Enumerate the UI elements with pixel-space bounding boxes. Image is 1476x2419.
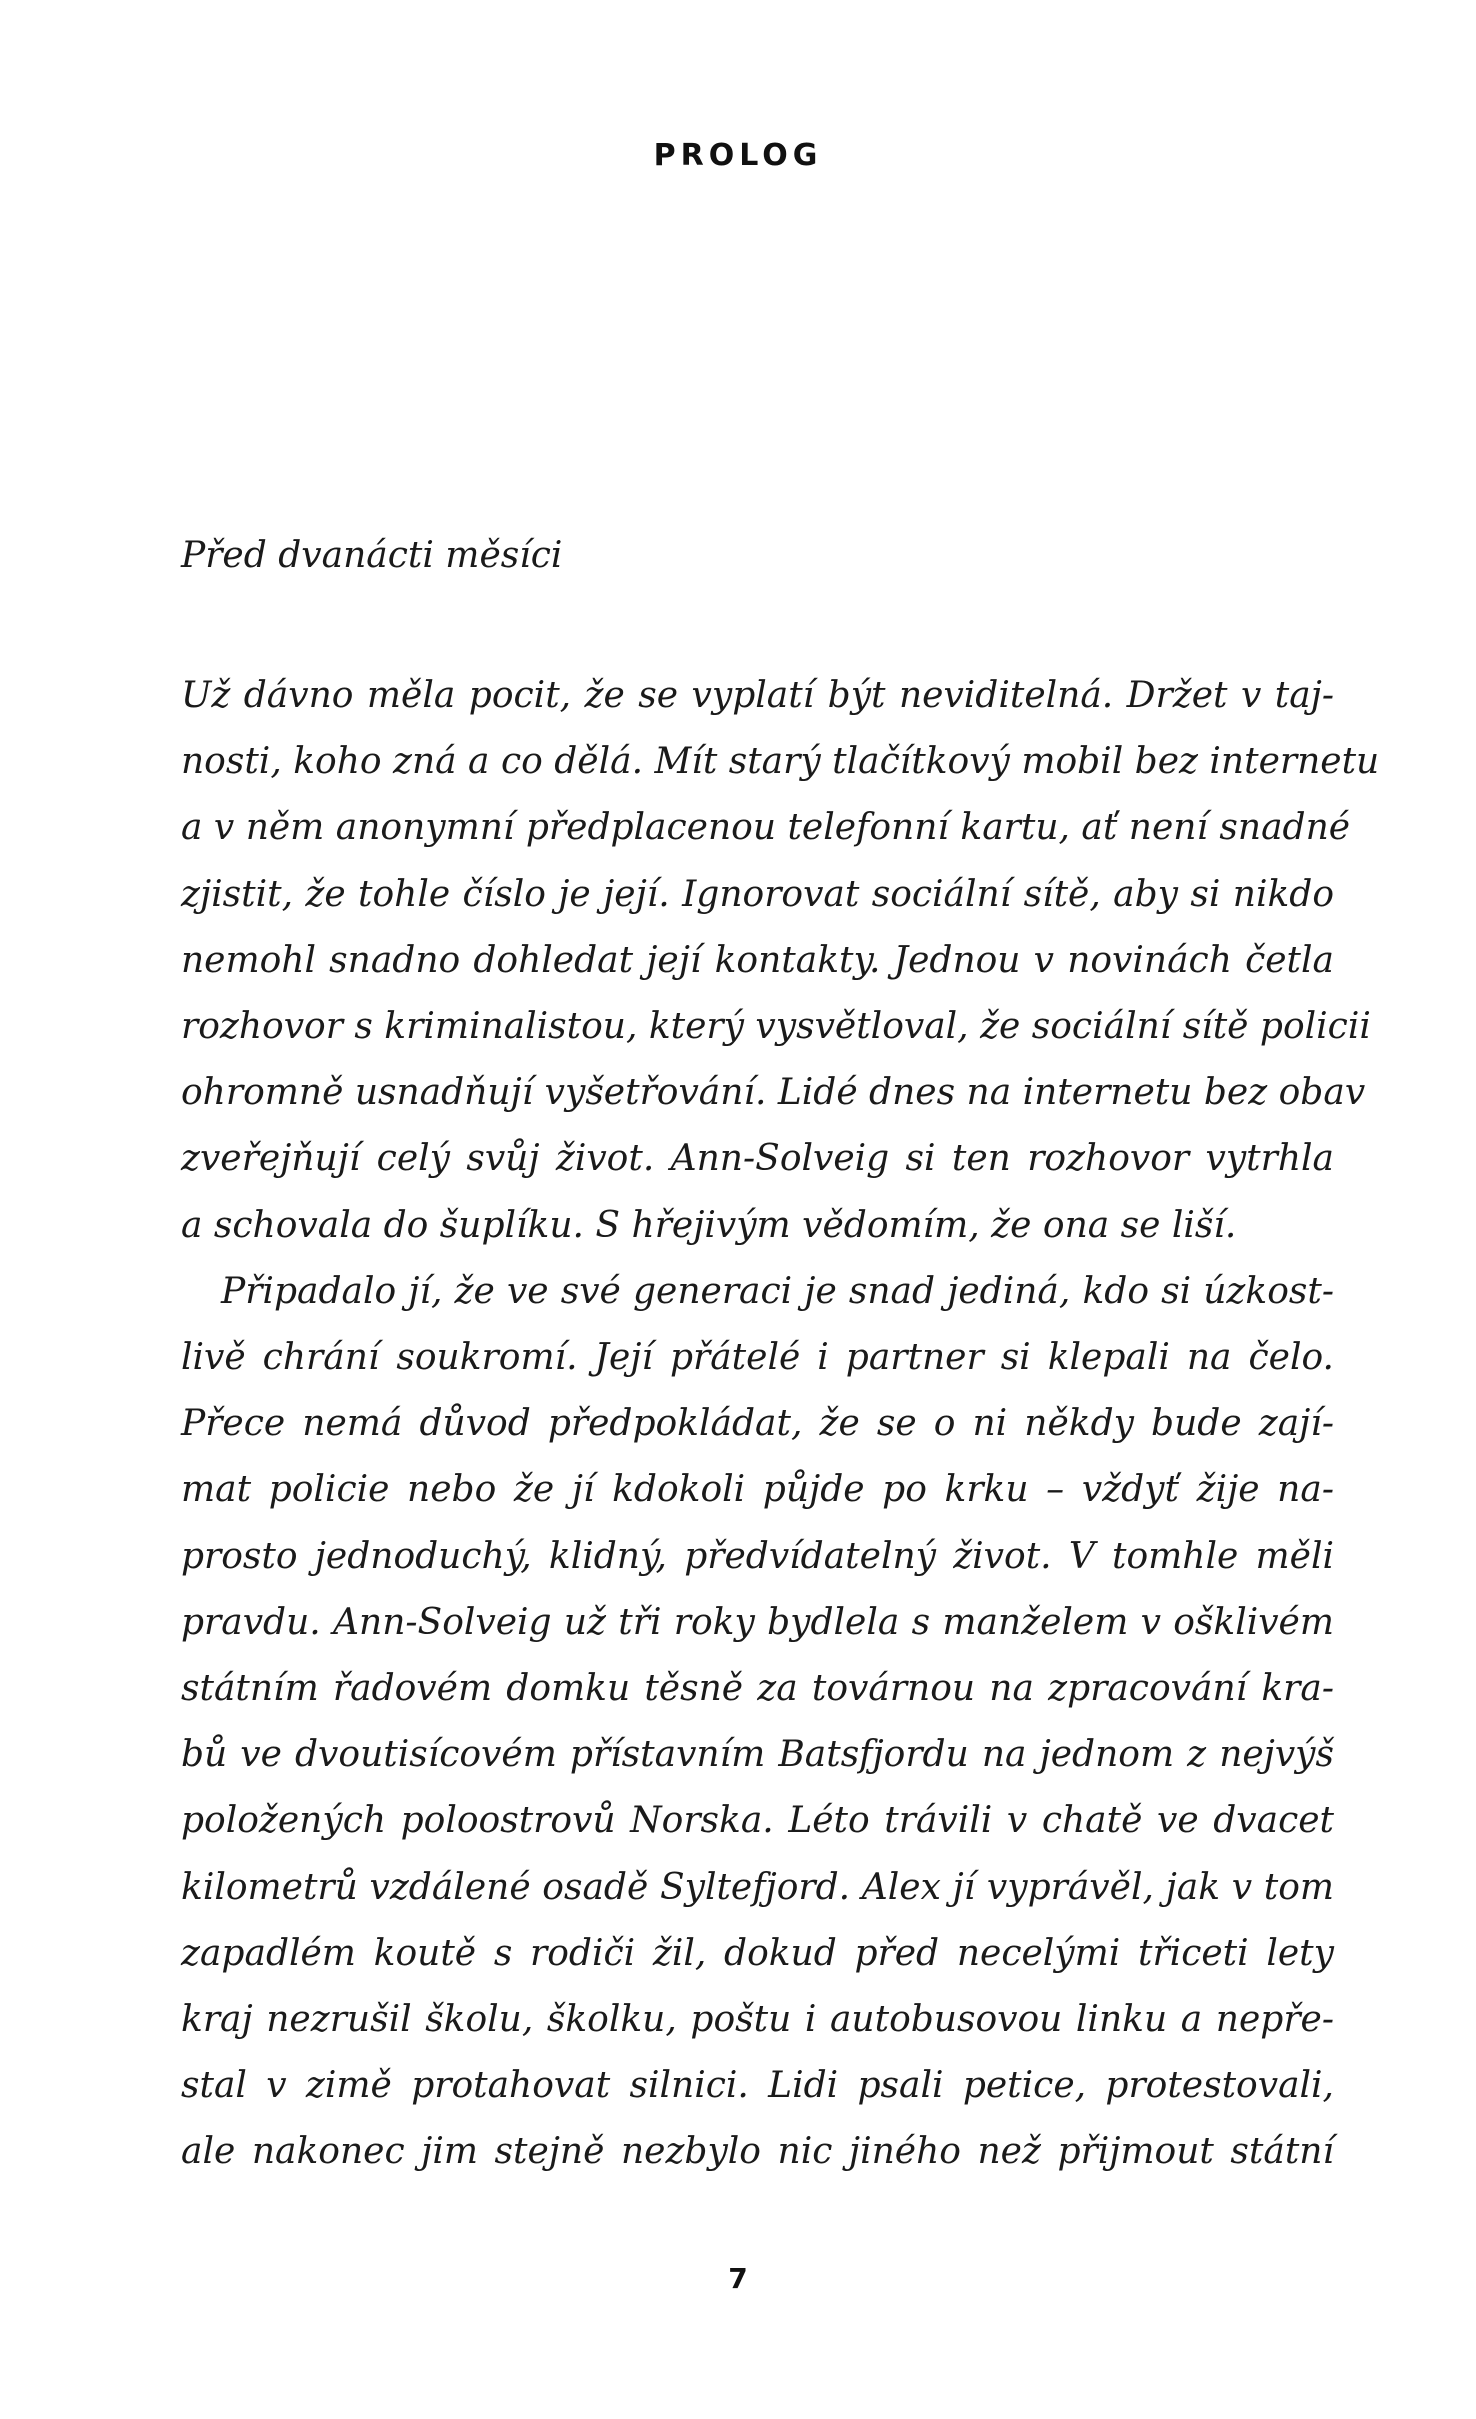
text-line: Už dávno měla pocit, že se vyplatí být neviditelná. Držet v taj- bbox=[181, 675, 1334, 716]
text-line: kilometrů vzdálené osadě Syltefjord. Alex jí vyprávěl, jak v tom bbox=[181, 1866, 1334, 1908]
text-line: a v něm anonymní předplacenou telefonní kartu, ať není snadné bbox=[181, 807, 1351, 849]
chapter-subheading: Před dvanácti měsíci bbox=[181, 535, 563, 576]
page-number: 7 bbox=[728, 2262, 748, 2295]
text-line: zapadlém koutě s rodiči žil, dokud před necelými třiceti lety bbox=[181, 1932, 1334, 1974]
chapter-title: PROLOG bbox=[653, 138, 823, 173]
text-line: ohromně usnadňují vyšetřování. Lidé dnes na internetu bez obav bbox=[181, 1072, 1366, 1114]
text-line: kraj nezrušil školu, školku, poštu i autobusovou linku a nepře- bbox=[181, 1999, 1334, 2041]
text-line: bů ve dvoutisícovém přístavním Batsfjordu na jednom z nejvýš bbox=[181, 1734, 1334, 1776]
text-line: livě chrání soukromí. Její přátelé i partner si klepali na čelo. bbox=[181, 1337, 1334, 1379]
paragraph bbox=[181, 1259, 1334, 2186]
text-line: Přece nemá důvod předpokládat, že se o ni někdy bude zají- bbox=[181, 1403, 1334, 1445]
text-line: a schovala do šuplíku. S hřejivým vědomím, že ona se liší. bbox=[181, 1204, 1237, 1246]
text-line: ale nakonec jim stejně nezbylo nic jiného než přijmout státní bbox=[181, 2131, 1334, 2173]
text-line: Připadalo jí, že ve své generaci je snad jediná, kdo si úzkost- bbox=[221, 1270, 1334, 1312]
text-line: rozhovor s kriminalistou, který vysvětloval, že sociální sítě policii bbox=[181, 1006, 1371, 1048]
text-line: zveřejňují celý svůj život. Ann-Solveig si ten rozhovor vytrhla bbox=[181, 1138, 1334, 1180]
text-line: nosti, koho zná a co dělá. Mít starý tlačítkový mobil bez internetu bbox=[181, 741, 1380, 783]
text-line: zjistit, že tohle číslo je její. Ignorovat sociální sítě, aby si nikdo bbox=[181, 873, 1334, 915]
text-line: pravdu. Ann-Solveig už tři roky bydlela s manželem v ošklivém bbox=[181, 1601, 1334, 1643]
paragraph bbox=[181, 663, 1380, 1259]
text-line: státním řadovém domku těsně za továrnou na zpracování kra- bbox=[181, 1668, 1334, 1710]
body-text bbox=[181, 663, 1380, 2186]
text-line: položených poloostrovů Norska. Léto trávili v chatě ve dvacet bbox=[181, 1800, 1334, 1842]
text-line: prosto jednoduchý, klidný, předvídatelný život. V tomhle měli bbox=[181, 1535, 1334, 1577]
text-line: mat policie nebo že jí kdokoli půjde po krku – vždyť žije na- bbox=[181, 1469, 1334, 1511]
text-line: stal v zimě protahovat silnici. Lidi psali petice, protestovali, bbox=[181, 2065, 1334, 2107]
text-line: nemohl snadno dohledat její kontakty. Jednou v novinách četla bbox=[181, 939, 1334, 981]
